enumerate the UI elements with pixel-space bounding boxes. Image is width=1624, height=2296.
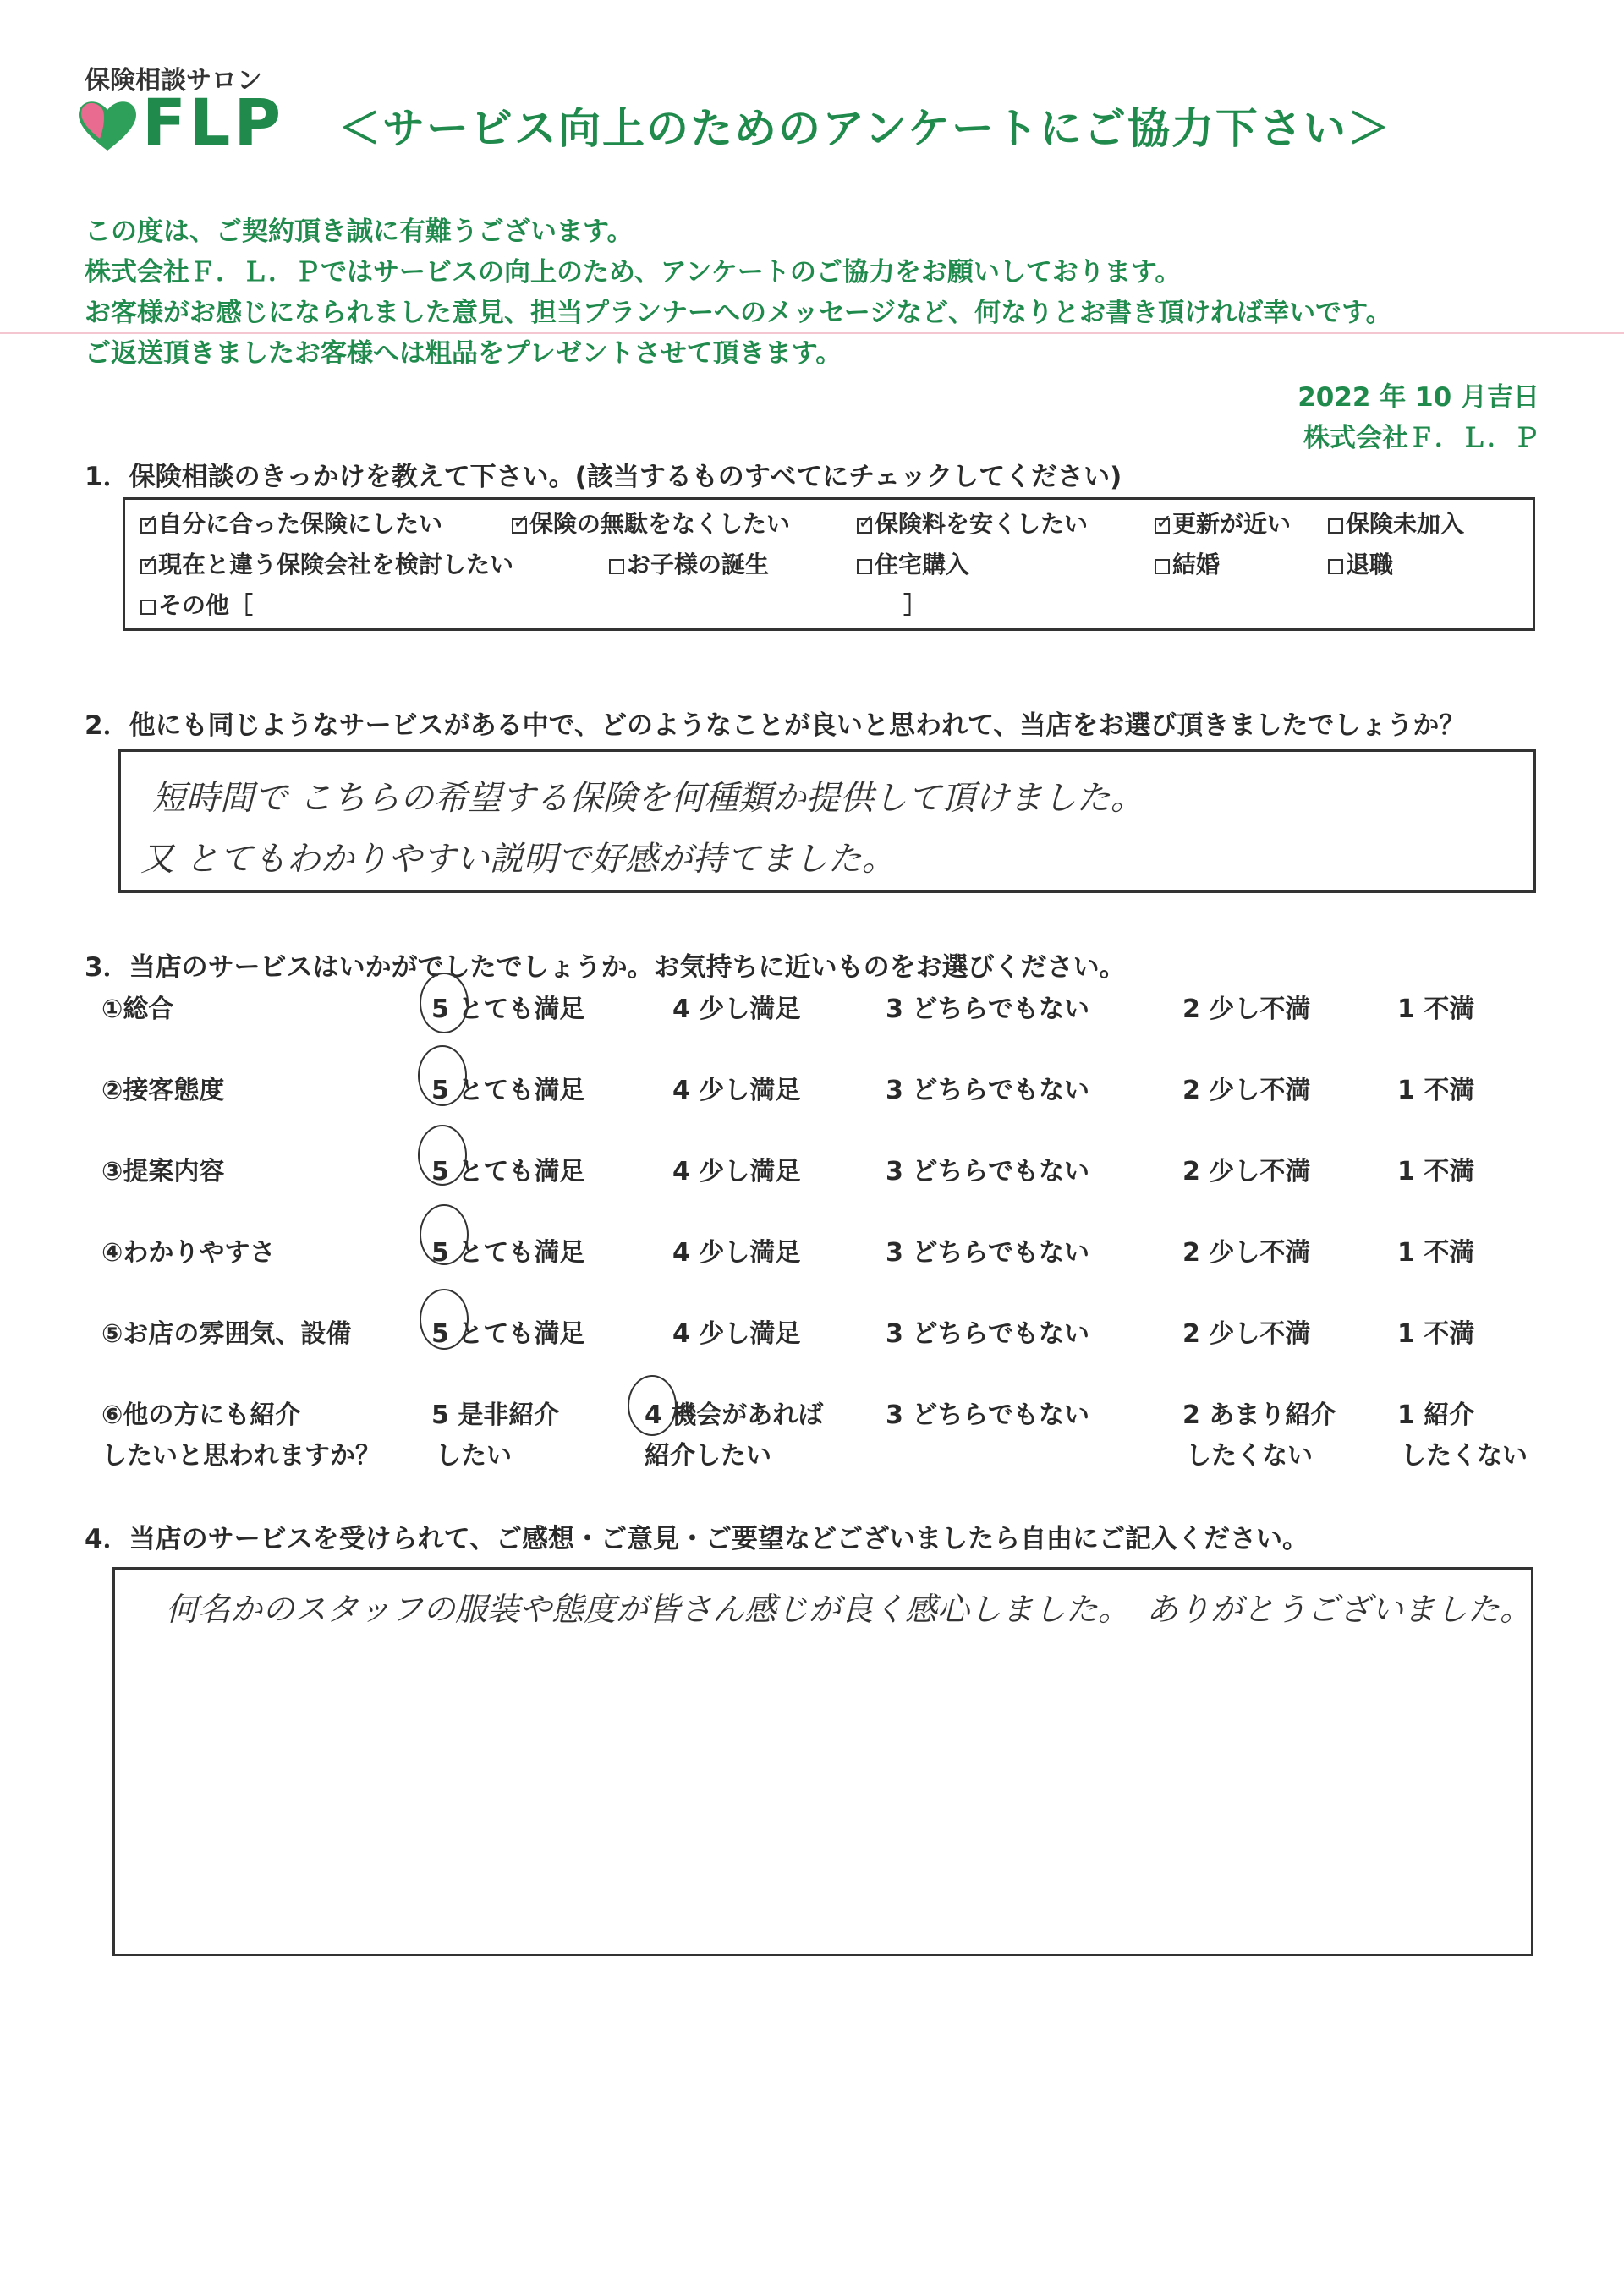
rating-label: ④わかりやすさ [102,1238,276,1268]
logo-text: FLP [142,85,285,160]
rating-option[interactable]: 1 不満 [1397,995,1475,1024]
rating-option[interactable]: 2 少し不満 [1182,995,1311,1024]
rating-option[interactable]: 2 あまり紹介 [1182,1400,1336,1430]
q2-answer-line-1: 短時間で こちらの希望する保険を何種類か提供して頂けました。 [152,779,1144,818]
rating-option[interactable]: 4 少し満足 [672,1157,801,1186]
rating-option[interactable]: 5 とても満足 [431,1238,585,1268]
q1-option[interactable]: ✓ 更新が近い [1155,506,1291,540]
rating-option-line-2: したくない [1186,1441,1313,1471]
selected-circle-mark [628,1375,677,1436]
rating-option[interactable]: 2 少し不満 [1182,1076,1311,1105]
q1-option[interactable]: ✓自分に合った保険にしたい [140,506,442,540]
rating-option[interactable]: 5 是非紹介 [431,1400,560,1430]
checkbox-checked-icon [140,518,156,534]
rating-option[interactable]: 1 不満 [1397,1157,1475,1186]
q2-answer-line-2: 又 とてもわかりやすい説明で好感が持てました。 [140,840,896,879]
q2-heading: 2．他にも同じようなサービスがある中で、どのようなことが良いと思われて、当店をお選び頂きましたでしょうか？ [85,710,1466,741]
rating-option[interactable]: 1 不満 [1397,1076,1475,1105]
q1-option-other[interactable]: その他［ [140,587,253,621]
logo-subtitle: 保険相談サロン [85,66,262,96]
q1-option[interactable]: 退職 [1328,546,1393,580]
q1-option[interactable]: ✓現在と違う保険会社を検討したい [140,546,513,580]
q1-option[interactable]: 保険未加入 [1328,506,1464,540]
rating-option[interactable]: 1 不満 [1397,1238,1475,1268]
checkbox-icon [1328,518,1343,534]
rating-option[interactable]: 4 少し満足 [672,1238,801,1268]
checkbox-icon [857,559,872,574]
q4-heading: 4．当店のサービスを受けられて、ご感想・ご意見・ご要望などございましたら自由にご記入ください。 [85,1524,1309,1554]
checkbox-checked-icon [857,518,872,534]
rating-option[interactable]: 5 とても満足 [431,995,585,1024]
selected-circle-mark [418,1045,467,1106]
company-name: 株式会社Ｆ．Ｌ．Ｐ [1303,423,1539,453]
rating-option[interactable]: 4 少し満足 [672,1076,801,1105]
checkbox-icon [609,559,624,574]
q1-option[interactable]: 結婚 [1155,546,1220,580]
q4-answer: 何名かのスタッフの服装や態度が皆さん感じが良く感心しました。 ありがとうございました。 [166,1591,1533,1628]
rating-option[interactable]: 3 どちらでもない [886,1400,1090,1430]
q1-other-bracket: ］ [903,591,928,619]
heart-logo-icon [74,95,140,154]
page-title: ＜サービス向上のためのアンケートにご協力下さい＞ [338,104,1391,153]
rating-option[interactable]: 1 紹介 [1397,1400,1475,1430]
selected-circle-mark [420,1289,469,1350]
rating-option[interactable]: 2 少し不満 [1182,1238,1311,1268]
rating-label: ⑤お店の雰囲気、設備 [102,1319,352,1349]
selected-circle-mark [418,1125,467,1186]
rating-option[interactable]: 3 どちらでもない [886,995,1090,1024]
intro-line-4: ご返送頂きましたお客様へは粗品をプレゼントさせて頂きます。 [85,338,842,369]
rating-option[interactable]: 4 機会があれば [645,1400,824,1430]
rating-label: ②接客態度 [102,1076,225,1105]
rating-label: ⑥他の方にも紹介 [102,1400,301,1430]
checkbox-checked-icon [512,518,527,534]
rating-option[interactable]: 2 少し不満 [1182,1157,1311,1186]
rating-option[interactable]: 2 少し不満 [1182,1319,1311,1349]
rating-option[interactable]: 3 どちらでもない [886,1076,1090,1105]
q3-heading: 3．当店のサービスはいかがでしたでしょうか。お気持ちに近いものをお選びください。 [85,952,1126,983]
rating-option[interactable]: 3 どちらでもない [886,1157,1090,1186]
rating-option-line-2: したくない [1401,1441,1528,1471]
checkbox-icon [1155,559,1170,574]
rating-option[interactable]: 3 どちらでもない [886,1238,1090,1268]
checkbox-icon [1328,559,1343,574]
rating-option[interactable]: 3 どちらでもない [886,1319,1090,1349]
q1-option[interactable]: ✓ 保険料を安くしたい [857,506,1088,540]
rating-option[interactable]: 4 少し満足 [672,1319,801,1349]
rating-option[interactable]: 5 とても満足 [431,1076,585,1105]
date: 2022 年 10 月吉日 [1298,382,1539,413]
rating-label: ①総合 [102,995,174,1024]
intro-line-3: お客様がお感じになられました意見、担当プランナーへのメッセージなど、何なりとお書き頂ければ幸いです。 [85,298,1392,328]
rating-label-line-2: したいと思われますか？ [102,1441,381,1471]
rating-option-line-2: 紹介したい [645,1441,771,1471]
rating-option[interactable]: 5 とても満足 [431,1319,585,1349]
rating-option[interactable]: 5 とても満足 [431,1157,585,1186]
intro-line-2: 株式会社Ｆ．Ｌ．Ｐではサービスの向上のため、アンケートのご協力をお願いしております。 [85,257,1182,288]
selected-circle-mark [420,973,469,1033]
q1-option[interactable]: ✓ 保険の無駄をなくしたい [512,506,790,540]
intro-line-1: この度は、ご契約頂き誠に有難うございます。 [85,216,634,247]
q1-option[interactable]: お子様の誕生 [609,546,769,580]
checkbox-checked-icon [140,559,156,574]
q1-heading: 1．保険相談のきっかけを教えて下さい。(該当するものすべてにチェックしてください) [85,462,1122,492]
checkbox-checked-icon [1155,518,1170,534]
checkbox-icon [140,600,156,615]
rating-option[interactable]: 1 不満 [1397,1319,1475,1349]
rating-option[interactable]: 4 少し満足 [672,995,801,1024]
q1-option[interactable]: 住宅購入 [857,546,969,580]
rating-label: ③提案内容 [102,1157,225,1186]
selected-circle-mark [420,1204,469,1265]
rating-option-line-2: したい [436,1441,512,1471]
